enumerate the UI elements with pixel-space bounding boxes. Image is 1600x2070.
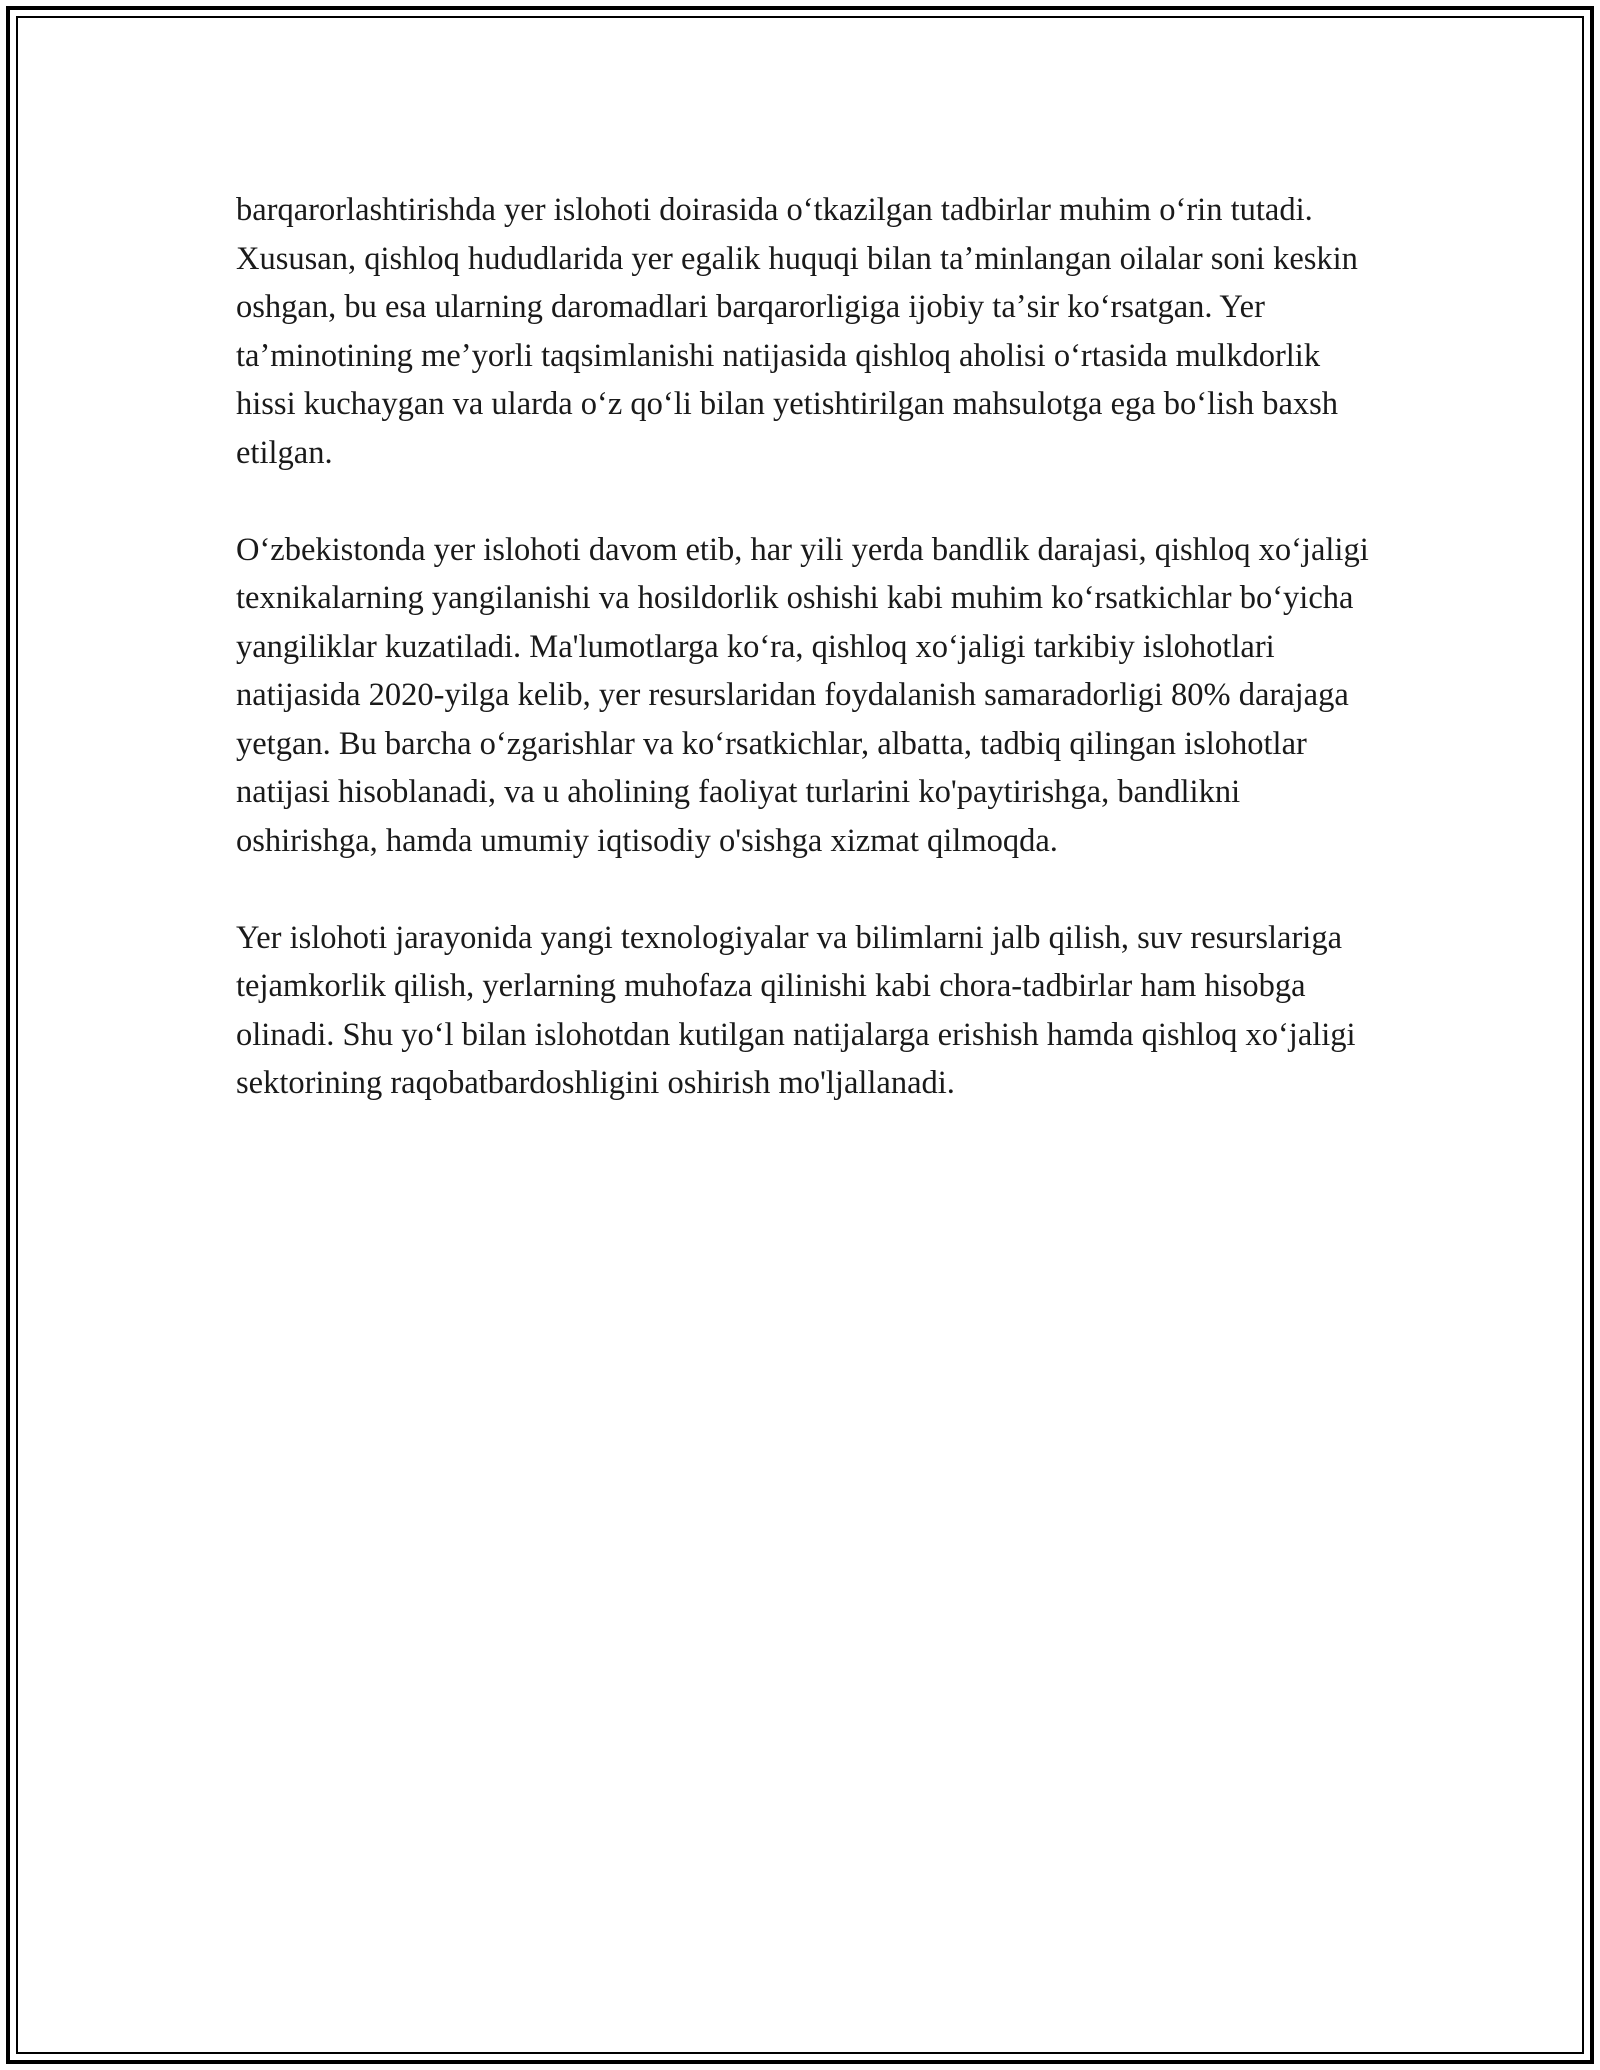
- document-body: [236, 186, 1376, 1156]
- paragraph-3: Yer islohoti jarayonida yangi texnologiyalar va bilimlarni jalb qilish, suv resurslariga tejamkorlik qilish, yerlarning muhofaza qilinishi kabi chora-tadbirlar ham hisobga olinadi. Shu yoʻl bilan islohotdan kutilgan natijalarga erishish hamda qishloq xoʻjaligi sektorining raqobatbardoshligini oshirish mo'ljallanadi.: [236, 919, 1356, 1101]
- paragraph-1: barqarorlashtirishda yer islohoti doirasida oʻtkazilgan tadbirlar muhim oʻrin tutadi. Xususan, qishloq hududlarida yer egalik huquqi bilan taʼminlangan oilalar soni keskin oshgan, bu esa ularning daromadlari barqarorligiga ijobiy taʼsir koʻrsatgan. Yer taʼminotining meʼyorli taqsimlanishi natijasida qishloq aholisi oʻrtasida mulkdorlik hissi kuchaygan va ularda oʻz qoʻli bilan yetishtirilgan mahsulotga ega boʻlish baxsh etilgan.: [236, 192, 1358, 471]
- paragraph-2: Oʻzbekistonda yer islohoti davom etib, har yili yerda bandlik darajasi, qishloq xoʻjaligi texnikalarning yangilanishi va hosildorlik oshishi kabi muhim koʻrsatkichlar boʻyicha yangiliklar kuzatiladi. Ma'lumotlarga koʻra, qishloq xoʻjaligi tarkibiy islohotlari natijasida 2020-yilga kelib, yer resurslaridan foydalanish samaradorligi 80% darajaga yetgan. Bu barcha oʻzgarishlar va koʻrsatkichlar, albatta, tadbiq qilingan islohotlar natijasi hisoblanadi, va u aholining faoliyat turlarini ko'paytirishga, bandlikni oshirishga, hamda umumiy iqtisodiy o'sishga xizmat qilmoqda.: [236, 531, 1369, 859]
